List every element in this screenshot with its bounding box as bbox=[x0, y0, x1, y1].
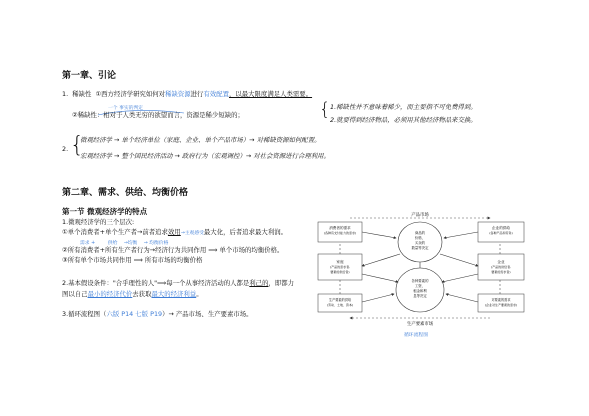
svg-text:价格、: 价格、 bbox=[414, 236, 426, 240]
label-consumer-demand: 消费者的需求 bbox=[329, 226, 351, 230]
item2-micro: 微观经济学 → 单个经济单位（家庭、企业、单个产品市场）→ 对稀缺资源如何配置。 bbox=[80, 136, 321, 144]
assumption-f: 。 bbox=[196, 290, 203, 298]
item1-annotation: 一个 事实的判定 bbox=[108, 106, 144, 111]
item1-line1 bbox=[62, 90, 312, 99]
svg-text:租金和利: 租金和利 bbox=[413, 289, 427, 293]
assumption-line1 bbox=[62, 279, 294, 288]
item1-right-1: 1.稀缺性并不意味着稀少，而主要指不可免费得到。 bbox=[330, 103, 477, 111]
item2-brace: { bbox=[70, 133, 84, 158]
assumption-c: ，即都力 bbox=[268, 279, 295, 287]
utility-note: →主观感受 bbox=[180, 231, 204, 236]
label-factor-market: 生产要素市场 bbox=[406, 322, 434, 327]
flow-c: ）→ 产品市场、生产要素市场。 bbox=[162, 310, 253, 318]
item1-term: 稀缺性 bbox=[72, 90, 92, 98]
chapter1-title: 第一章、引论 bbox=[62, 71, 117, 81]
svg-text:买卖的: 买卖的 bbox=[414, 241, 426, 245]
item1-scarcity-label: ②稀缺性 bbox=[72, 111, 97, 119]
flow-pages: 六版 P14 七版 P19 bbox=[106, 310, 163, 318]
item1-line2 bbox=[72, 111, 244, 120]
svg-text:(企业对生产要素的需求): (企业对生产要素的需求) bbox=[484, 303, 518, 307]
label-firm-supply: 企业的供给 bbox=[492, 226, 510, 230]
diagram-caption: 循环流程图 bbox=[404, 333, 428, 338]
svg-text:(产品的供给者,: (产品的供给者, bbox=[490, 265, 512, 269]
assumption-min-cost: 最小的经济代价 bbox=[87, 290, 133, 298]
svg-text:息等决定: 息等决定 bbox=[413, 294, 427, 298]
levels-line3: ③所有单个市场共同作用 ⟹ 所有市场的均衡价格 bbox=[62, 256, 203, 264]
item1-brace: { bbox=[319, 99, 331, 120]
label-factor-price: 各种要素的 bbox=[411, 279, 429, 283]
assumption-d: 图以自己 bbox=[62, 290, 88, 298]
assumption-a: 2.基本假设条件："合乎理性的人"⟹每一个从事经济活动的人都是 bbox=[62, 279, 250, 287]
flow-a: 3.循环流程图（ bbox=[62, 310, 107, 318]
item2-macro: 宏观经济学 → 整个国民经济活动 → 政府行为（宏观调控）→ 对社会资源进行合理利用。 bbox=[80, 152, 330, 160]
levels-line1-c: 最大化，后者追求最大利润。 bbox=[203, 228, 287, 236]
label-price-1: 商品的 bbox=[414, 231, 426, 235]
levels-sub-annotation: 需求 + 供给 →均衡 → 均衡价格 bbox=[80, 241, 169, 246]
label-firm-supply-sub: (各种产品和劳务) bbox=[489, 231, 513, 235]
item1-text-c: 进行 bbox=[190, 90, 204, 98]
label-consumer-demand-sub: (各种有支付能力的需求) bbox=[323, 231, 357, 235]
svg-text:(劳动、土地、资本): (劳动、土地、资本) bbox=[326, 303, 354, 307]
section1-title: 第一节 微观经济学的特点 bbox=[62, 207, 148, 216]
item1-text-e: ，以最大限度满足人类需要。 bbox=[228, 90, 313, 98]
svg-text:要素的供给者): 要素的供给者) bbox=[330, 270, 350, 274]
label-product-market: 产品市场 bbox=[411, 213, 429, 218]
svg-text:工资、: 工资、 bbox=[414, 284, 426, 288]
label-household: 家庭 bbox=[336, 260, 344, 264]
svg-text:(产品的需求者,: (产品的需求者, bbox=[329, 265, 351, 269]
levels-heading: 1.微观经济学的三个层次: bbox=[62, 218, 135, 226]
item1-right-2: 2.就要得到经济物品，必须用其他经济物品来交换。 bbox=[330, 116, 477, 124]
levels-utility: 效用 bbox=[167, 228, 181, 236]
assumption-line2 bbox=[62, 290, 203, 299]
item1-keyword-scarce: 稀缺资源 bbox=[165, 90, 191, 98]
levels-line2: ②所有消费者+所有生产者行为→经济行为共同作用 ⟹ 单个市场的均衡价格。 bbox=[62, 246, 284, 254]
chapter2-title: 第二章、需求、供给、均衡价格 bbox=[62, 188, 189, 198]
label-factor-demand: 对要素的需求 bbox=[491, 298, 511, 302]
item1-scarcity-def: ：相对于人类无穷的欲望而言，资源是稀少短缺的； bbox=[96, 111, 244, 119]
assumption-selfish: 利己的 bbox=[249, 279, 269, 287]
label-firm: 企业 bbox=[497, 260, 505, 264]
item2-num: 2. bbox=[62, 145, 69, 153]
svg-text:数量等决定: 数量等决定 bbox=[411, 246, 429, 250]
svg-text:要素的需求者): 要素的需求者) bbox=[491, 270, 511, 274]
assumption-e: 去获取 bbox=[132, 290, 152, 298]
item1-text-a: ①西方经济学研究如何对 bbox=[95, 90, 166, 98]
item1-keyword-allocation: 有效配置 bbox=[203, 90, 229, 98]
levels-line1-a: ①单个消费者+单个生产者→前者追求 bbox=[62, 228, 168, 236]
flow-line bbox=[62, 310, 253, 319]
label-factor-supply: 生产要素的供给 bbox=[328, 298, 352, 302]
circular-flow-diagram bbox=[310, 208, 530, 328]
assumption-max-benefit: 最大的经济利益 bbox=[151, 290, 197, 298]
levels-line1 bbox=[62, 228, 287, 238]
item1-num: 1. bbox=[62, 90, 69, 98]
